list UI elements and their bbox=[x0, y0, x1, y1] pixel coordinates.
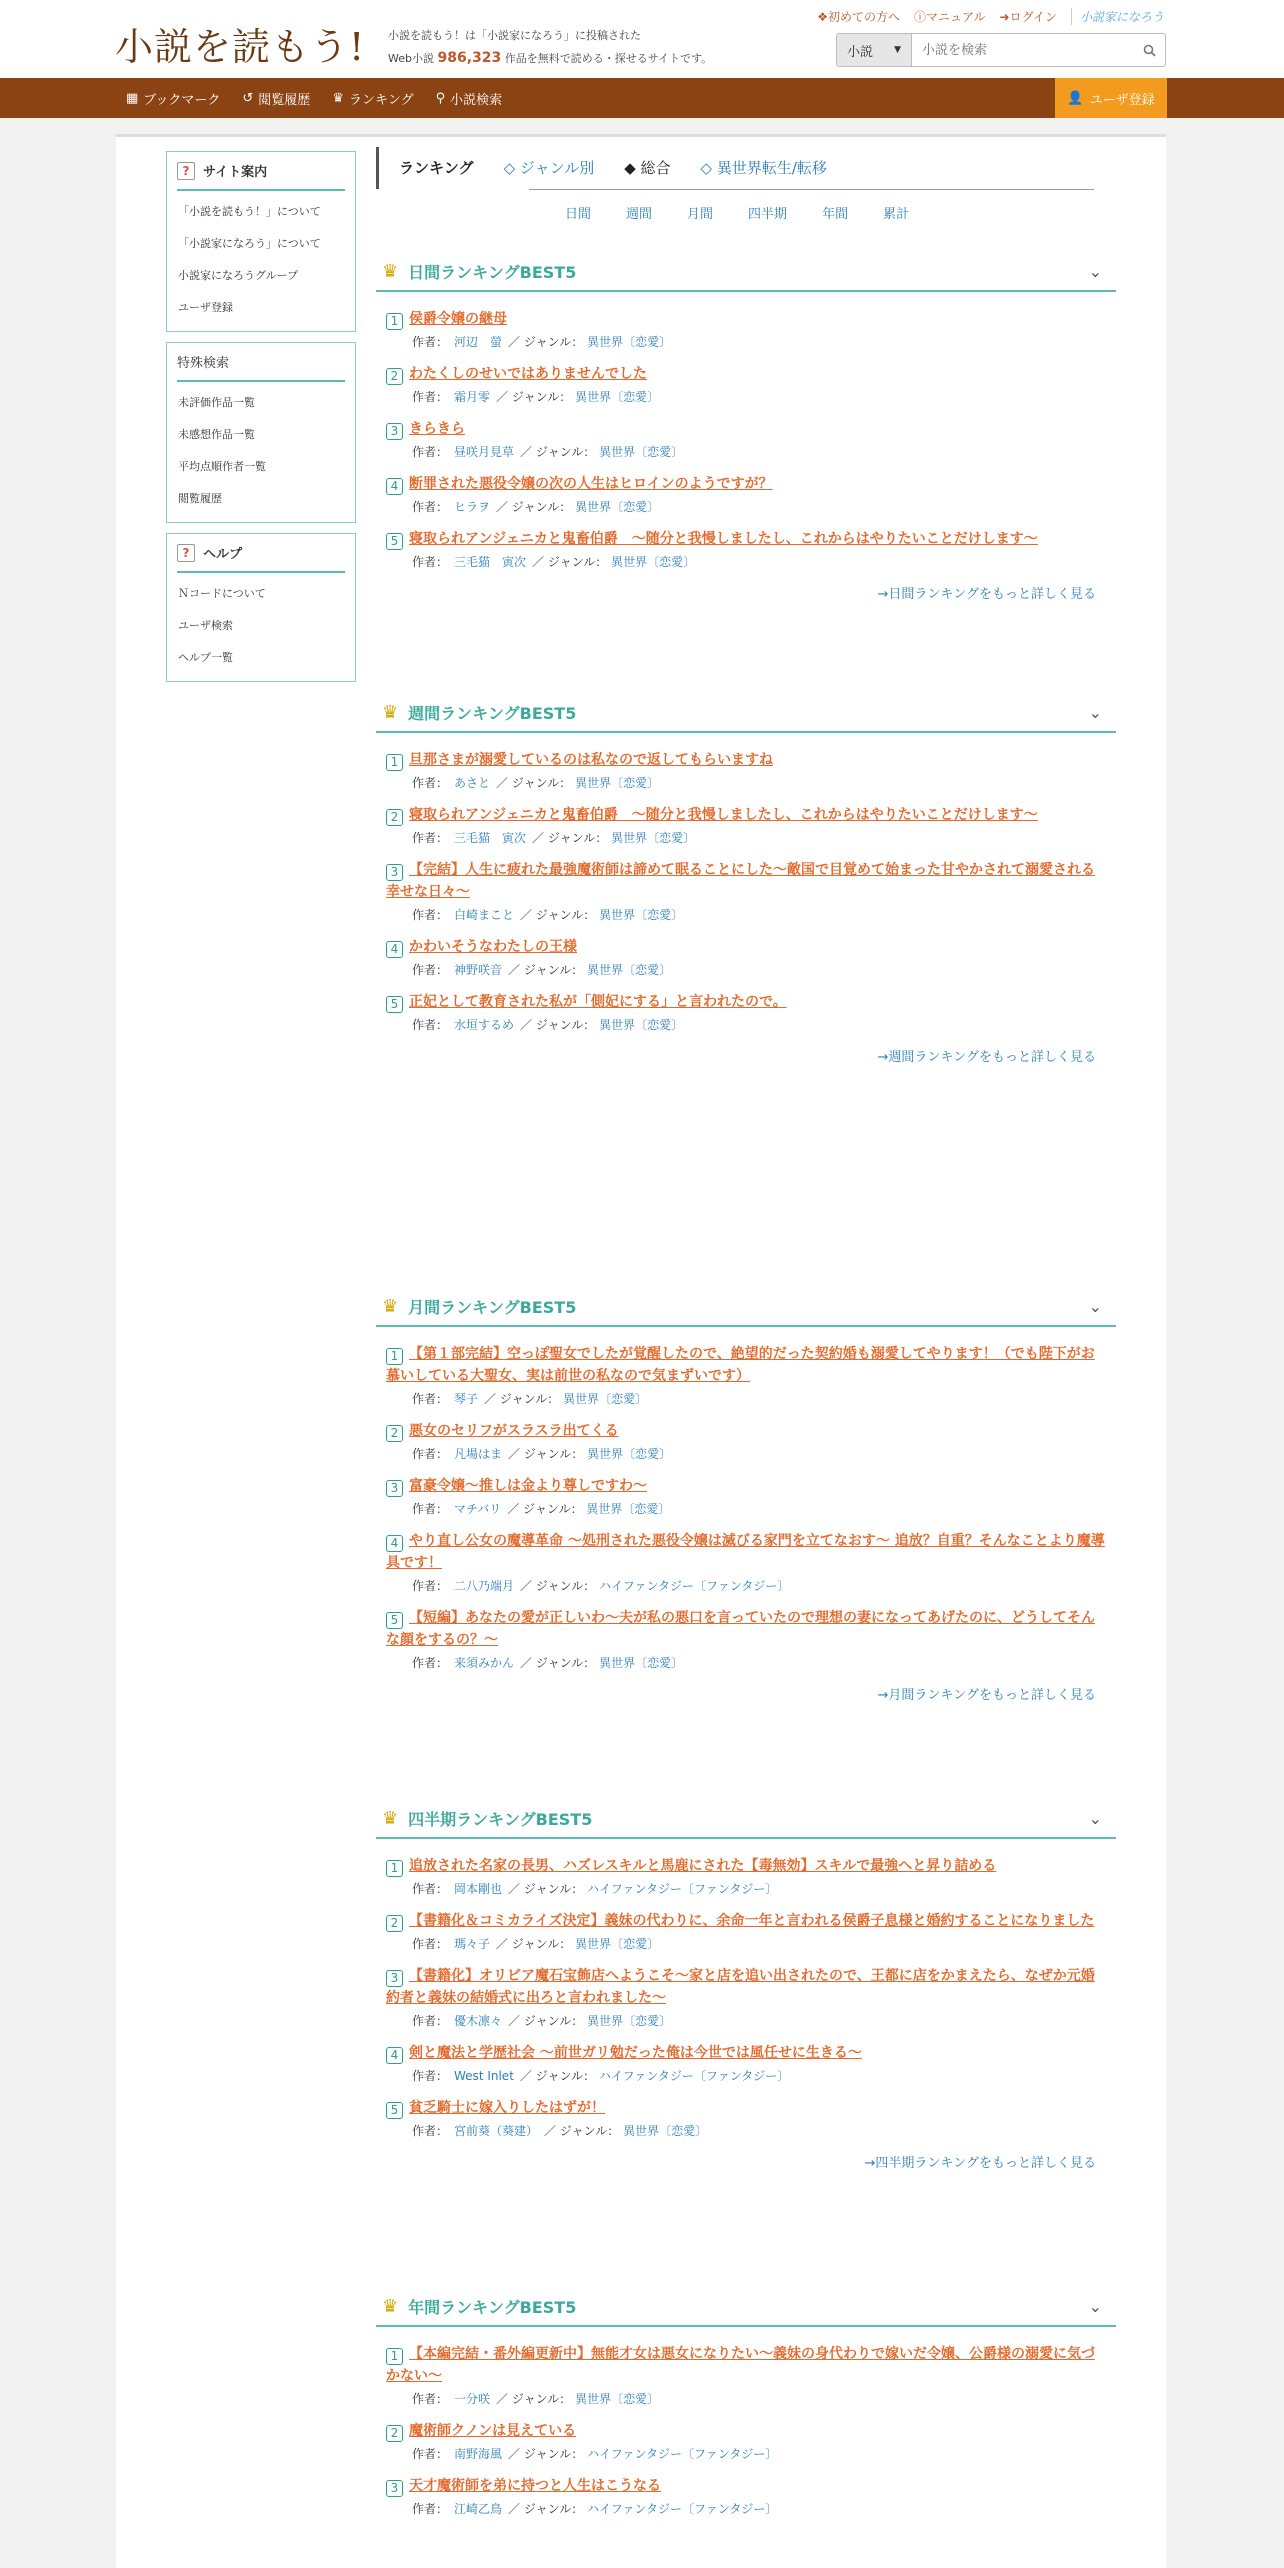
author-link[interactable]: 優木凛々 bbox=[454, 2014, 503, 2028]
novel-title-link[interactable]: 貧乏騎士に嫁入りしたはずが！ bbox=[409, 2100, 605, 2116]
author-label: 作者： bbox=[412, 1392, 449, 1406]
search-icon: ⚲ bbox=[435, 90, 446, 106]
genre-label: ／ ジャンル： bbox=[508, 2447, 584, 2461]
genre-link[interactable]: 異世界〔恋愛〕 bbox=[575, 500, 660, 514]
novel-meta bbox=[412, 1500, 1106, 1517]
author-label: 作者： bbox=[412, 555, 449, 569]
genre-link[interactable]: 異世界〔恋愛〕 bbox=[587, 2014, 672, 2028]
novel-title-link[interactable]: 寝取られアンジェニカと鬼畜伯爵 ～随分と我慢しましたし、これからはやりたいことだけします～ bbox=[409, 531, 1038, 547]
nav-ranking-label: ランキング bbox=[348, 92, 414, 108]
ranking-item bbox=[386, 1343, 1106, 1407]
rank-number: 5 bbox=[386, 2102, 403, 2119]
search-icon bbox=[1143, 44, 1156, 57]
ranking-item bbox=[386, 1607, 1106, 1671]
sidebar-item-history[interactable]: 閲覧履歴 bbox=[178, 492, 222, 505]
site-guide-title: サイト案内 bbox=[203, 165, 268, 180]
book-icon: ❖ bbox=[817, 10, 828, 24]
nav-search[interactable] bbox=[436, 89, 503, 108]
novel-title-link[interactable]: 追放された名家の長男、ハズレスキルと馬鹿にされた【毒無効】スキルで最強へと昇り詰める bbox=[409, 1858, 997, 1874]
author-link[interactable]: 三毛猫 寅次 bbox=[454, 831, 527, 845]
author-label: 作者： bbox=[412, 1579, 449, 1593]
ranking-more-link[interactable]: →週間ランキングをもっと詳しく見る bbox=[877, 1050, 1096, 1065]
author-label: 作者： bbox=[412, 908, 449, 922]
author-link[interactable]: 神野咲音 bbox=[454, 963, 503, 977]
sidebar-item-narou-group[interactable]: 小説家になろうグループ bbox=[178, 269, 299, 282]
sidebar-box-title bbox=[177, 534, 345, 573]
novel-meta bbox=[412, 2122, 1106, 2139]
genre-link[interactable]: ハイファンタジー〔ファンタジー〕 bbox=[587, 2447, 778, 2461]
novel-meta bbox=[412, 2500, 1106, 2517]
main-content bbox=[376, 147, 1116, 2516]
ranking-section-title: 年間ランキングBEST5 bbox=[408, 2297, 577, 2317]
author-link[interactable]: 岡本剛也 bbox=[454, 1882, 503, 1896]
tab-genre[interactable]: ◇ ジャンル別 bbox=[503, 159, 595, 177]
novel-meta bbox=[412, 2067, 1106, 2084]
chevron-down-icon[interactable]: ⌄ bbox=[1088, 2297, 1102, 2316]
ranking-item bbox=[386, 2042, 1106, 2084]
author-label: 作者： bbox=[412, 500, 449, 514]
nav-history-label: 閲覧履歴 bbox=[258, 92, 311, 108]
genre-link[interactable]: 異世界〔恋愛〕 bbox=[587, 963, 672, 977]
site-logo[interactable]: 小説を読もう! bbox=[115, 25, 366, 69]
manual-link[interactable] bbox=[914, 8, 986, 25]
sidebar-item-ncode[interactable]: Ｎコードについて bbox=[178, 587, 266, 600]
period-quarterly[interactable]: 四半期 bbox=[748, 207, 788, 222]
genre-label: ／ ジャンル： bbox=[520, 445, 596, 459]
novel-title-link[interactable]: 断罪された悪役令嬢の次の人生はヒロインのようですが？ bbox=[409, 476, 773, 492]
genre-link[interactable]: 異世界〔恋愛〕 bbox=[563, 1392, 648, 1406]
genre-link[interactable]: ハイファンタジー〔ファンタジー〕 bbox=[599, 1579, 790, 1593]
ranking-more-link[interactable]: →月間ランキングをもっと詳しく見る bbox=[877, 1688, 1096, 1703]
novel-meta bbox=[412, 774, 1106, 791]
search-button[interactable] bbox=[1133, 34, 1165, 66]
author-label: 作者： bbox=[412, 2447, 449, 2461]
ranking-item bbox=[386, 363, 1106, 405]
nav-bookmark-label: ブックマーク bbox=[143, 92, 221, 108]
author-label: 作者： bbox=[412, 2392, 449, 2406]
ranking-item bbox=[386, 1855, 1106, 1897]
chevron-down-icon[interactable]: ⌄ bbox=[1088, 1297, 1102, 1316]
ranking-section-title: 週間ランキングBEST5 bbox=[408, 703, 577, 723]
ranking-item bbox=[386, 1475, 1106, 1517]
login-icon: ➜ bbox=[999, 10, 1010, 24]
ranking-section bbox=[376, 1287, 1116, 1703]
novel-title-link[interactable]: かわいそうなわたしの王様 bbox=[409, 939, 577, 955]
author-link[interactable]: 宮前葵（葵建） bbox=[454, 2124, 539, 2138]
period-total[interactable]: 累計 bbox=[883, 207, 910, 222]
genre-label: ／ ジャンル： bbox=[532, 555, 608, 569]
novel-meta bbox=[412, 1445, 1106, 1462]
novel-title-link[interactable]: 【書籍化】オリビア魔石宝飾店へようこそ～家と店を追い出されたので、王都に店をかまえたら、なぜか元婚約者と義妹の結婚式に出ろと言われました～ bbox=[386, 1968, 1095, 2006]
novel-title-link[interactable]: 正妃として教育された私が「側妃にする」と言われたので。 bbox=[409, 994, 787, 1010]
genre-label: ／ ジャンル： bbox=[508, 1882, 584, 1896]
manual-label: マニュアル bbox=[925, 10, 986, 24]
chevron-down-icon[interactable]: ⌄ bbox=[1088, 1809, 1102, 1828]
rank-number: 3 bbox=[386, 864, 403, 881]
genre-label: ／ ジャンル： bbox=[520, 1656, 596, 1670]
genre-label: ／ ジャンル： bbox=[520, 1018, 596, 1032]
sidebar-item-user-search[interactable]: ユーザ検索 bbox=[178, 619, 233, 632]
ranking-item bbox=[386, 804, 1106, 846]
novel-meta bbox=[412, 443, 1106, 460]
nav-bookmark[interactable] bbox=[126, 89, 220, 108]
genre-link[interactable]: 異世界〔恋愛〕 bbox=[611, 831, 696, 845]
novel-title-link[interactable]: 侯爵令嬢の継母 bbox=[409, 311, 507, 327]
tab-isekai[interactable]: ◇ 異世界転生/転移 bbox=[700, 159, 827, 177]
genre-label: ／ ジャンル： bbox=[508, 2502, 584, 2516]
novel-meta bbox=[412, 1016, 1106, 1033]
ranking-more-link[interactable]: →四半期ランキングをもっと詳しく見る bbox=[864, 2156, 1096, 2171]
novel-meta bbox=[412, 829, 1106, 846]
novel-title-link[interactable]: わたくしのせいではありませんでした bbox=[409, 366, 647, 382]
ranking-section bbox=[376, 693, 1116, 1065]
intro-suffix: 作品を無料で読める・探せるサイトです。 bbox=[504, 52, 713, 65]
genre-label: ／ ジャンル： bbox=[519, 2069, 596, 2083]
crown-icon: ♛ bbox=[382, 1807, 399, 1829]
genre-label: ／ ジャンル： bbox=[508, 1447, 584, 1461]
ranking-section bbox=[376, 1799, 1116, 2171]
ranking-section-header[interactable] bbox=[376, 693, 1116, 733]
genre-label: ／ ジャンル： bbox=[520, 908, 596, 922]
ranking-section-header[interactable] bbox=[376, 2287, 1116, 2327]
login-label: ログイン bbox=[1009, 10, 1057, 24]
novel-meta bbox=[412, 1654, 1106, 1671]
novel-meta bbox=[412, 388, 1106, 405]
rank-number: 3 bbox=[386, 1480, 403, 1497]
question-icon: ? bbox=[177, 544, 195, 562]
genre-label: ／ ジャンル： bbox=[508, 2014, 584, 2028]
intro-line2 bbox=[388, 47, 712, 70]
ranking-section bbox=[376, 252, 1116, 602]
genre-label: ／ ジャンル： bbox=[496, 2392, 572, 2406]
rank-number: 3 bbox=[386, 1970, 403, 1987]
novel-title-link[interactable]: きらきら bbox=[409, 421, 465, 437]
rank-number: 1 bbox=[386, 313, 403, 330]
author-label: 作者： bbox=[412, 776, 449, 790]
author-label: 作者： bbox=[412, 390, 449, 404]
genre-link[interactable]: 異世界〔恋愛〕 bbox=[587, 1447, 672, 1461]
ranking-item bbox=[386, 749, 1106, 791]
genre-link[interactable]: 異世界〔恋愛〕 bbox=[575, 390, 660, 404]
genre-label: ／ ジャンル： bbox=[496, 390, 572, 404]
intro-line1: 小説を読もう！は「小説家になろう」に投稿された bbox=[388, 29, 641, 42]
rank-number: 4 bbox=[386, 2047, 403, 2064]
novel-meta bbox=[412, 498, 1106, 515]
sidebar-item-user-register[interactable]: ユーザ登録 bbox=[178, 301, 233, 314]
ranking-list bbox=[376, 733, 1116, 1033]
novel-meta bbox=[412, 1577, 1106, 1594]
rank-number: 5 bbox=[386, 1612, 403, 1629]
ranking-section-title: 日間ランキングBEST5 bbox=[408, 262, 577, 282]
page-container bbox=[116, 134, 1166, 2568]
rank-number: 1 bbox=[386, 1860, 403, 1877]
ranking-section-header[interactable] bbox=[376, 252, 1116, 292]
genre-label: ／ ジャンル： bbox=[544, 2124, 620, 2138]
ranking-item bbox=[386, 936, 1106, 978]
author-link[interactable]: 一分咲 bbox=[454, 2392, 491, 2406]
rank-number: 3 bbox=[386, 423, 403, 440]
ranking-tabs bbox=[376, 147, 1116, 189]
genre-label: ／ ジャンル： bbox=[496, 500, 572, 514]
novel-title-link[interactable]: 富豪令嬢～推しは金より尊しですわ～ bbox=[409, 1478, 647, 1494]
main-nav bbox=[0, 78, 1284, 118]
search-type-select[interactable] bbox=[837, 34, 912, 66]
tabs-divider bbox=[529, 189, 1094, 190]
search-box bbox=[836, 33, 1166, 67]
rank-number: 2 bbox=[386, 2425, 403, 2442]
work-count: 986,323 bbox=[437, 50, 502, 66]
author-link[interactable]: 凡場はま bbox=[454, 1447, 503, 1461]
ranking-item bbox=[386, 2343, 1106, 2407]
novel-title-link[interactable]: 旦那さまが溺愛しているのは私なので返してもらいますね bbox=[409, 752, 773, 768]
author-link[interactable]: 河辺 螢 bbox=[454, 335, 503, 349]
author-link[interactable]: 琴子 bbox=[454, 1392, 479, 1406]
chevron-down-icon[interactable]: ⌄ bbox=[1088, 703, 1102, 722]
period-daily[interactable]: 日間 bbox=[565, 207, 592, 222]
user-register-label: ユーザ登録 bbox=[1089, 92, 1155, 108]
genre-link[interactable]: 異世界〔恋愛〕 bbox=[599, 908, 684, 922]
author-label: 作者： bbox=[412, 2014, 449, 2028]
rank-number: 5 bbox=[386, 996, 403, 1013]
tab-overall[interactable]: ◆ 総合 bbox=[624, 159, 671, 177]
sidebar-item-about-yomou[interactable]: 「小説を読もう！」について bbox=[178, 205, 321, 218]
search-input[interactable] bbox=[912, 34, 1133, 66]
novel-meta bbox=[412, 1880, 1106, 1897]
author-label: 作者： bbox=[412, 1018, 449, 1032]
author-link[interactable]: 水垣するめ bbox=[454, 1018, 515, 1032]
author-link[interactable]: 二八乃端月 bbox=[454, 1579, 515, 1593]
genre-label: ／ ジャンル： bbox=[507, 1502, 583, 1516]
crown-icon: ♛ bbox=[382, 260, 399, 282]
ranking-section bbox=[376, 2287, 1116, 2530]
rank-number: 2 bbox=[386, 1425, 403, 1442]
novel-title-link[interactable]: 【短編】あなたの愛が正しいわ～夫が私の悪口を言っていたので理想の妻になってあげたのに、どうしてそんな顔をするの？～ bbox=[386, 1610, 1095, 1648]
help-title: ヘルプ bbox=[203, 547, 243, 562]
rank-number: 4 bbox=[386, 941, 403, 958]
genre-link[interactable]: 異世界〔恋愛〕 bbox=[599, 1018, 684, 1032]
ranking-item bbox=[386, 308, 1106, 350]
nav-history[interactable] bbox=[242, 89, 310, 108]
genre-link[interactable]: 異世界〔恋愛〕 bbox=[586, 1502, 671, 1516]
novel-title-link[interactable]: 【第１部完結】空っぽ聖女でしたが覚醒したので、絶望的だった契約婚も溺愛してやります！（でも陛下がお慕いしている大聖女、実は前世の私なので気まずいです） bbox=[386, 1346, 1095, 1384]
novel-meta bbox=[412, 1390, 1106, 1407]
ranking-section-title: 月間ランキングBEST5 bbox=[408, 1297, 577, 1317]
crown-icon: ♛ bbox=[382, 2295, 399, 2317]
ranking-item bbox=[386, 1910, 1106, 1952]
author-label: 作者： bbox=[412, 2124, 449, 2138]
ranking-list bbox=[376, 2327, 1116, 2517]
genre-link[interactable]: ハイファンタジー〔ファンタジー〕 bbox=[587, 2502, 778, 2516]
novel-meta bbox=[412, 2445, 1106, 2462]
sidebar bbox=[166, 151, 356, 692]
period-weekly[interactable]: 週間 bbox=[626, 207, 653, 222]
rank-number: 4 bbox=[386, 1535, 403, 1552]
author-link[interactable]: ヒラヲ bbox=[454, 500, 491, 514]
novel-title-link[interactable]: 【本編完結・番外編更新中】無能才女は悪女になりたい～義妹の身代わりで嫁いだ令嬢、公爵様の溺愛に気づかない～ bbox=[386, 2346, 1095, 2384]
rank-number: 4 bbox=[386, 478, 403, 495]
novel-meta bbox=[412, 906, 1106, 923]
login-link[interactable] bbox=[1000, 8, 1057, 25]
genre-link[interactable]: 異世界〔恋愛〕 bbox=[575, 776, 660, 790]
genre-link[interactable]: 異世界〔恋愛〕 bbox=[611, 555, 696, 569]
ranking-item bbox=[386, 991, 1106, 1033]
novel-title-link[interactable]: 魔術師クノンは見えている bbox=[409, 2423, 577, 2439]
author-link[interactable]: 三毛猫 寅次 bbox=[454, 555, 527, 569]
sidebar-item-no-reviews[interactable]: 未感想作品一覧 bbox=[178, 428, 255, 441]
nav-search-label: 小説検索 bbox=[450, 92, 503, 108]
author-link[interactable]: 南野海風 bbox=[454, 2447, 503, 2461]
ranking-item bbox=[386, 859, 1106, 923]
ranking-item bbox=[386, 2475, 1106, 2517]
rank-number: 2 bbox=[386, 368, 403, 385]
novel-meta bbox=[412, 2390, 1106, 2407]
history-icon: ↺ bbox=[242, 90, 254, 106]
crown-icon: ♛ bbox=[382, 701, 399, 723]
period-monthly[interactable]: 月間 bbox=[687, 207, 714, 222]
ranking-item bbox=[386, 418, 1106, 460]
author-link[interactable]: あさと bbox=[454, 776, 491, 790]
chevron-down-icon[interactable]: ⌄ bbox=[1088, 262, 1102, 281]
author-label: 作者： bbox=[412, 2502, 449, 2516]
novel-title-link[interactable]: 【完結】人生に疲れた最強魔術師は諦めて眠ることにした〜敵国で目覚めて始まった甘やかされて溺愛される幸せな日々〜 bbox=[386, 862, 1095, 900]
novel-title-link[interactable]: やり直し公女の魔導革命 〜処刑された悪役令嬢は滅びる家門を立てなおす〜 追放？自重？そんなことより魔導具です！ bbox=[386, 1533, 1105, 1571]
novel-title-link[interactable]: 寝取られアンジェニカと鬼畜伯爵 ～随分と我慢しましたし、これからはやりたいことだけします～ bbox=[409, 807, 1038, 823]
genre-link[interactable]: 異世界〔恋愛〕 bbox=[623, 2124, 708, 2138]
narou-logo-link[interactable]: 小説家になろう bbox=[1071, 8, 1164, 25]
novel-meta bbox=[412, 2012, 1106, 2029]
author-label: 作者： bbox=[412, 335, 449, 349]
genre-link[interactable]: 異世界〔恋愛〕 bbox=[587, 335, 672, 349]
novel-title-link[interactable]: 剣と魔法と学歴社会 〜前世ガリ勉だった俺は今世では風任せに生きる〜 bbox=[409, 2045, 862, 2061]
caret-down-icon: ▼ bbox=[894, 45, 901, 55]
user-icon: 👤 bbox=[1067, 90, 1084, 106]
user-register-button[interactable] bbox=[1055, 78, 1167, 118]
nav-ranking[interactable] bbox=[332, 89, 413, 108]
sidebar-item-about-narou[interactable]: 「小説家になろう」について bbox=[178, 237, 321, 250]
ranking-list bbox=[376, 292, 1116, 570]
novel-meta bbox=[412, 333, 1106, 350]
author-link[interactable]: 霜月零 bbox=[454, 390, 491, 404]
genre-label: ／ ジャンル： bbox=[496, 1937, 572, 1951]
top-links bbox=[817, 8, 1164, 25]
sidebar-box-title bbox=[177, 152, 345, 191]
genre-label: ／ ジャンル： bbox=[508, 335, 584, 349]
genre-link[interactable]: 異世界〔恋愛〕 bbox=[575, 2392, 660, 2406]
novel-meta bbox=[412, 553, 1106, 570]
period-links bbox=[565, 203, 1116, 222]
ranking-item bbox=[386, 528, 1106, 570]
rank-number: 1 bbox=[386, 754, 403, 771]
author-label: 作者： bbox=[412, 1656, 449, 1670]
genre-link[interactable]: ハイファンタジー〔ファンタジー〕 bbox=[599, 2069, 790, 2083]
novel-title-link[interactable]: 天才魔術師を弟に持つと人生はこうなる bbox=[409, 2478, 661, 2494]
genre-link[interactable]: 異世界〔恋愛〕 bbox=[575, 1937, 660, 1951]
author-label: 作者： bbox=[412, 445, 449, 459]
author-link[interactable]: 江崎乙鳥 bbox=[454, 2502, 503, 2516]
ranking-section-header[interactable] bbox=[376, 1799, 1116, 1839]
ranking-item bbox=[386, 473, 1106, 515]
genre-link[interactable]: ハイファンタジー〔ファンタジー〕 bbox=[587, 1882, 778, 1896]
intro-prefix: Web小説 bbox=[388, 52, 434, 65]
author-label: 作者： bbox=[412, 1882, 449, 1896]
author-label: 作者： bbox=[412, 1502, 449, 1516]
genre-label: ／ ジャンル： bbox=[484, 1392, 560, 1406]
rank-number: 1 bbox=[386, 2348, 403, 2365]
sidebar-item-avg-score-authors[interactable]: 平均点順作者一覧 bbox=[178, 460, 266, 473]
author-label: 作者： bbox=[412, 1447, 449, 1461]
author-label: 作者： bbox=[412, 2069, 449, 2083]
rank-number: 2 bbox=[386, 809, 403, 826]
author-label: 作者： bbox=[412, 963, 449, 977]
ranking-item bbox=[386, 2097, 1106, 2139]
sidebar-box-special-search bbox=[166, 342, 356, 523]
ranking-list bbox=[376, 1327, 1116, 1671]
help-circle-icon: ⓘ bbox=[913, 10, 926, 24]
sidebar-box-help bbox=[166, 533, 356, 682]
rank-number: 3 bbox=[386, 2480, 403, 2497]
author-label: 作者： bbox=[412, 831, 449, 845]
author-link[interactable]: 昼咲月見草 bbox=[454, 445, 515, 459]
author-link[interactable]: マチバリ bbox=[454, 1502, 502, 1516]
author-link[interactable]: 瑪々子 bbox=[454, 1937, 491, 1951]
ranking-item bbox=[386, 2420, 1106, 2462]
author-link[interactable]: 白崎まこと bbox=[454, 908, 515, 922]
novel-meta bbox=[412, 1935, 1106, 1952]
rank-number: 1 bbox=[386, 1348, 403, 1365]
sidebar-box-title: 特殊検索 bbox=[177, 343, 345, 382]
crown-icon: ♛ bbox=[332, 90, 344, 106]
beginner-label: 初めての方へ bbox=[827, 10, 900, 24]
search-type-value: 小説 bbox=[847, 44, 874, 60]
ranking-heading: ランキング bbox=[399, 159, 474, 177]
question-icon: ? bbox=[177, 162, 195, 180]
novel-meta bbox=[412, 961, 1106, 978]
ranking-list bbox=[376, 1839, 1116, 2139]
author-label: 作者： bbox=[412, 1937, 449, 1951]
ranking-item bbox=[386, 1530, 1106, 1594]
site-intro bbox=[388, 24, 712, 70]
crown-icon: ♛ bbox=[382, 1295, 399, 1317]
ranking-item bbox=[386, 1965, 1106, 2029]
sidebar-box-site-guide bbox=[166, 151, 356, 332]
novel-title-link[interactable]: 悪女のセリフがスラスラ出てくる bbox=[409, 1423, 619, 1439]
genre-label: ／ ジャンル： bbox=[532, 831, 608, 845]
period-yearly[interactable]: 年間 bbox=[822, 207, 849, 222]
rank-number: 5 bbox=[386, 533, 403, 550]
ranking-section-title: 四半期ランキングBEST5 bbox=[408, 1809, 593, 1829]
genre-label: ／ ジャンル： bbox=[508, 963, 584, 977]
author-link[interactable]: 来須みかん bbox=[454, 1656, 515, 1670]
rank-number: 2 bbox=[386, 1915, 403, 1932]
ranking-more-link[interactable]: →日間ランキングをもっと詳しく見る bbox=[877, 587, 1096, 602]
genre-label: ／ ジャンル： bbox=[520, 1579, 596, 1593]
genre-label: ／ ジャンル： bbox=[496, 776, 572, 790]
ranking-section-header[interactable] bbox=[376, 1287, 1116, 1327]
sidebar-item-help-list[interactable]: ヘルプ一覧 bbox=[178, 651, 233, 664]
author-link[interactable]: West Inlet bbox=[454, 2069, 514, 2083]
beginner-link[interactable] bbox=[817, 8, 900, 25]
genre-link[interactable]: 異世界〔恋愛〕 bbox=[599, 445, 684, 459]
novel-title-link[interactable]: 【書籍化＆コミカライズ決定】義妹の代わりに、余命一年と言われる侯爵子息様と婚約することになりました bbox=[409, 1913, 1095, 1929]
genre-link[interactable]: 異世界〔恋愛〕 bbox=[599, 1656, 684, 1670]
bookmark-list-icon: ▦ bbox=[126, 90, 139, 106]
sidebar-item-unrated[interactable]: 未評価作品一覧 bbox=[178, 396, 255, 409]
site-header bbox=[0, 0, 1284, 78]
ranking-item bbox=[386, 1420, 1106, 1462]
